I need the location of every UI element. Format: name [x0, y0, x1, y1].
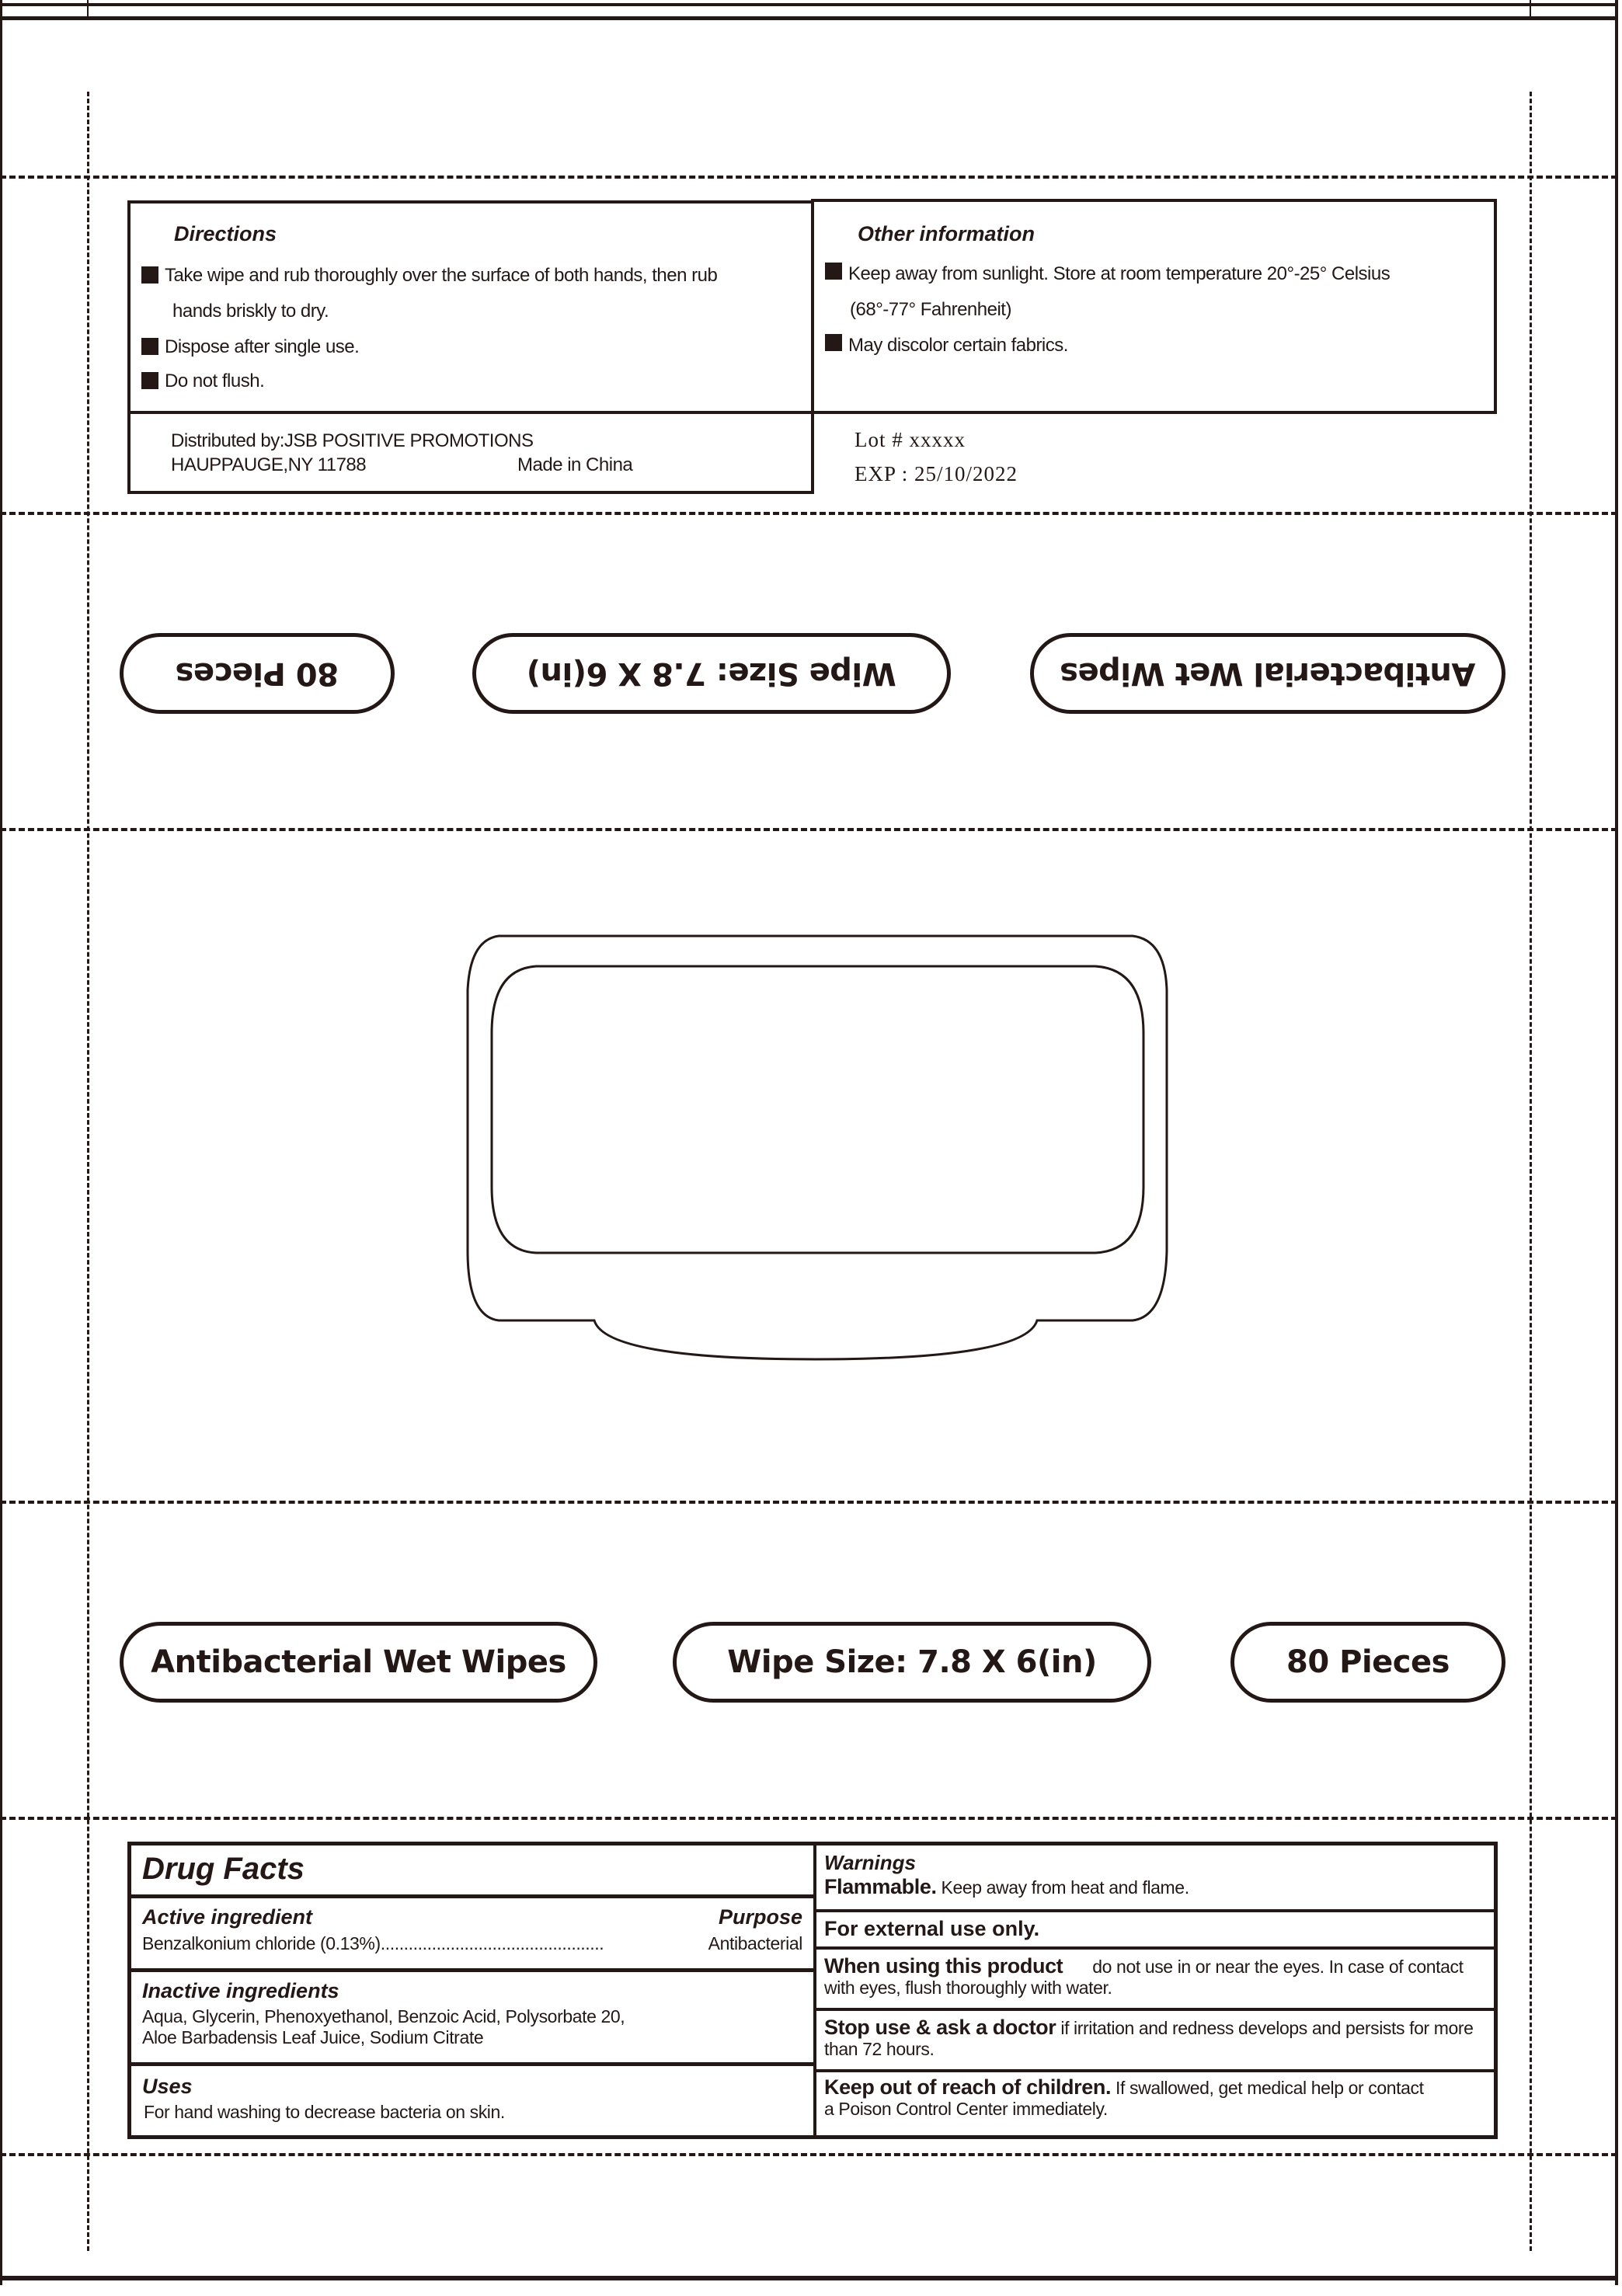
inactive-ingredients-heading: Inactive ingredients: [142, 1979, 339, 2002]
fold-line: [0, 176, 1617, 179]
directions-item: Do not flush.: [141, 364, 809, 399]
active-ingredient-heading: Active ingredient: [142, 1905, 313, 1929]
other-information-item: Keep away from sunlight. Store at room temperature 20°-25° Celsius: [825, 256, 1493, 292]
fold-line: [0, 2153, 1617, 2156]
drug-facts-right-column: [816, 1845, 1494, 2135]
inactive-ingredients-line1: Aqua, Glycerin, Phenoxyethanol, Benzoic Acid, Polysorbate 20,: [142, 2006, 625, 2026]
other-information-item: May discolor certain fabrics.: [825, 328, 1493, 364]
drug-facts-title: Drug Facts: [142, 1852, 305, 1886]
drug-facts-left-column: [131, 1845, 816, 2135]
inactive-ingredients-cell: [131, 1972, 813, 2066]
external-use-warning: For external use only.: [824, 1917, 1040, 1940]
active-ingredient-cell: [131, 1898, 813, 1972]
stop-use-warning: Stop use & ask a doctor if irritation and redness develops and persists for more than 72 hours.: [824, 2016, 1474, 2059]
directions-item-continuation: hands briskly to dry.: [172, 301, 329, 322]
uses-cell: [131, 2066, 813, 2135]
stop-use-cell: [816, 2011, 1494, 2072]
pill-product-name-inverted: Antibacterial Wet Wipes: [1030, 633, 1505, 714]
external-use-cell: [816, 1912, 1494, 1950]
children-cell: [816, 2072, 1494, 2135]
fold-line-vertical-right: [1530, 92, 1532, 2251]
fold-line: [0, 1817, 1617, 1820]
uses-text: For hand washing to decrease bacteria on skin.: [144, 2102, 505, 2122]
uses-heading: Uses: [142, 2075, 193, 2098]
other-information-panel: [811, 199, 1497, 414]
dispenser-lid-outline: [458, 924, 1173, 1421]
expiry-date: EXP : 25/10/2022: [855, 462, 1018, 485]
warnings-heading: Warnings: [824, 1851, 916, 1874]
crop-mark-right: [1530, 0, 1531, 20]
inactive-ingredients-line2: Aloe Barbadensis Leaf Juice, Sodium Citrate: [142, 2027, 484, 2047]
lid-outer-outline: [468, 936, 1167, 1359]
frame-top-line: [0, 3, 1617, 6]
other-information-item-continuation: (68°-77° Fahrenheit): [850, 299, 1011, 320]
lot-number: Lot # xxxxx: [855, 428, 966, 451]
purpose-heading: Purpose: [718, 1905, 802, 1929]
crop-mark-left: [87, 0, 89, 20]
pill-wipe-size-inverted: Wipe Size: 7.8 X 6(in): [472, 633, 951, 714]
bullet-square-icon: [825, 334, 842, 351]
pill-product-name: Antibacterial Wet Wipes: [120, 1622, 597, 1703]
frame-left-edge: [0, 0, 2, 2285]
drug-facts-title-cell: [131, 1845, 813, 1898]
pill-pieces-inverted: 80 Pieces: [120, 633, 395, 714]
distributor-line1: Distributed by:JSB POSITIVE PROMOTIONS: [171, 430, 534, 451]
frame-right-edge: [1615, 0, 1618, 2285]
directions-title: Directions: [174, 222, 277, 245]
frame-top-line-2: [0, 16, 1617, 20]
drug-facts-panel: [127, 1842, 1498, 2139]
bullet-square-icon: [141, 266, 158, 284]
fold-line: [0, 1501, 1617, 1504]
dot-leader: ................................................: [380, 1933, 604, 1953]
pill-wipe-size: Wipe Size: 7.8 X 6(in): [673, 1622, 1151, 1703]
bullet-square-icon: [141, 338, 158, 355]
fold-line: [0, 828, 1617, 831]
bullet-square-icon: [825, 263, 842, 280]
active-ingredient-name: Benzalkonium chloride (0.13%): [142, 1933, 381, 1953]
children-warning: Keep out of reach of children. If swallowed, get medical help or contact a Poison Control Center immediately.: [824, 2075, 1424, 2119]
distributor-panel: [127, 411, 814, 494]
lid-opening-outline: [492, 966, 1143, 1253]
directions-item: Dispose after single use.: [141, 329, 809, 365]
when-using-cell: [816, 1950, 1494, 2011]
warnings-cell: [816, 1845, 1494, 1912]
bullet-square-icon: [141, 372, 158, 389]
when-using-warning: When using this product do not use in or near the eyes. In case of contact with eyes, flush thoroughly with water.: [824, 1954, 1464, 1998]
pill-pieces: 80 Pieces: [1230, 1622, 1505, 1703]
directions-panel: [127, 200, 814, 414]
fold-line-vertical-left: [87, 92, 89, 2251]
frame-bottom-edge: [0, 2276, 1618, 2280]
fold-line: [0, 512, 1617, 515]
directions-item: Take wipe and rub thoroughly over the surface of both hands, then rub: [141, 258, 809, 294]
active-ingredient-purpose: Antibacterial: [708, 1933, 802, 1953]
other-information-title: Other information: [858, 222, 1035, 245]
flammable-warning: Flammable. Keep away from heat and flame.: [824, 1875, 1189, 1898]
made-in-label: Made in China: [517, 454, 633, 475]
distributor-line2: HAUPPAUGE,NY 11788: [171, 454, 367, 475]
